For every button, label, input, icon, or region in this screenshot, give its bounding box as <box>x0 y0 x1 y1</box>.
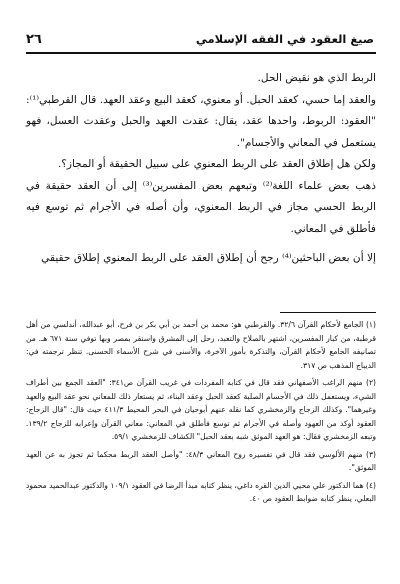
footnote: (٢) منهم الراغب الأصفهاني فقد قال في كتابه المفردات في غريب القرآن ص٣٤١: "العقد الجمع بين أطراف الشيء، ويستعمل ذلك في الأجسام الصلبة كعقد الحبل وعقد البناء، ثم يستعار ذلك للمعاني نحو عقد البيع والعهد وغيرهما". وكذلك الزجاج والزمخشري كما نقله عنهم أبوحيان في البحر المحيط ٤١١/٣ حيث قال: "قال الزجاج: العقود أوكد من العهود وأصله في الأجرام ثم توسع فأطلق في المعاني: معاني القرآن وإعرابه للزجاج ١٣٩/٢. وتبعه الزمخشري فقال: هو العهد الموثق شبه بعقد الحبل" الكشاف للزمخشري ٥٩/١. <box>26 378 377 441</box>
footnote: (١) الجامع لأحكام القرآن ٣٢/٦. والقرطبي هو: محمد بن أحمد بن أبي بكر بن فرح، أبو عبدالله، أندلسي من أهل قرطبة، من كبار المفسرين، اشتهر بالصلاح والتعبد، رحل إلى المشرق واستقر بمصر وبها توفي سنة ٦٧١ هـ. من تصانيفه الجامع لأحكام القرآن، والتذكرة بأمور الآخرة، والأسنى في شرح الأسماء الحسنى. تنظر ترجمته في: الديباج المذهب ص ٣١٧. <box>26 320 376 370</box>
paragraph: ولكن هل إطلاق العقد على الربط المعنوي على سبيل الحقيقة أو المجاز؟. <box>57 158 376 170</box>
paragraph: والعقد إما حسي، كعقد الحبل. أو معنوي، كعقد البيع وعقد العهد. قال القرطبي⁽¹⁾: "العقود: الربوط، واحدها عقد، يقال: عقدت العهد والحبل وعقدت العسل، فهو يستعمل في المعاني والأجسام". <box>26 93 376 149</box>
document-page <box>26 30 376 560</box>
footnote: (٣) منهم الألوسي فقد قال في تفسيره روح المعاني ٤٨/٣: "وأصل العقد الربط محكما ثم تجوز به عن العهد الموثق". <box>26 449 376 472</box>
paragraph: ذهب بعض علماء اللغة⁽²⁾ وتبعهم بعض المفسرين⁽³⁾ إلى أن العقد حقيقة في الربط الحسي مجاز في الربط المعنوي، وأن أصله في الأجرام ثم توسع فيه فأطلق في المعاني. <box>26 179 376 235</box>
page-number: ٢٦ <box>26 32 42 47</box>
footnote: (٤) هما الدكتور علي محيي الدين القره داغي، ينظر كتابه مبدأ الرضا في العقود ١٠٩/١ والدكتور عبدالحميد محمود البعلي، ينظر كتابه ضوابط العقود ص ٤٠. <box>26 480 376 503</box>
page-header <box>26 30 376 54</box>
running-title: صيغ العقود في الفقه الإسلامي <box>195 32 374 46</box>
paragraph: الربط الذي هو نقيض الحل. <box>257 72 376 84</box>
footnotes <box>26 318 376 510</box>
body-text <box>26 68 376 270</box>
paragraph: إلا أن بعض الباحثين⁽⁴⁾ رجح أن إطلاق العقد على الربط المعنوي إطلاق حقيقي <box>41 252 376 264</box>
footnote-separator <box>280 312 376 313</box>
